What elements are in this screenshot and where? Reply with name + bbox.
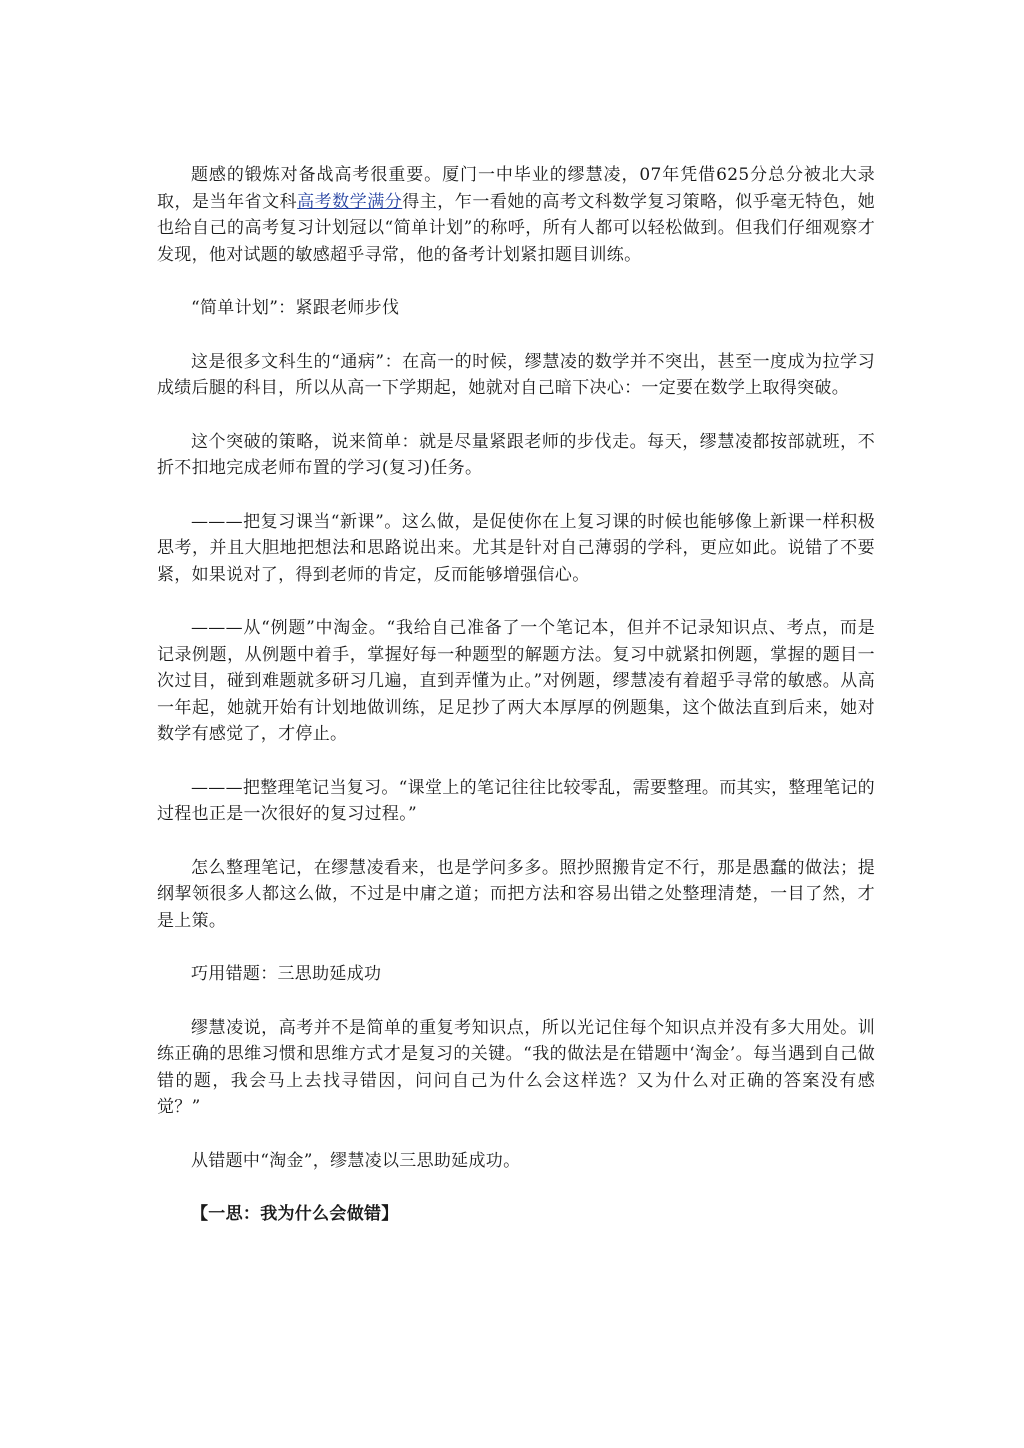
- section-heading-mistakes: 巧用错题：三思助延成功: [191, 964, 382, 984]
- paragraph-organize-notes: 怎么整理笔记，在缪慧凌看来，也是学问多多。照抄照搬肯定不行，那是愚蠢的做法；提纲挈领很多人都这么做，不过是中庸之道；而把方法和容易出错之处整理清楚，一目了然，才是上策。: [157, 857, 875, 931]
- paragraph-intro-text-a: 题感的锻炼对备战高考很重要。厦门一中毕业的缪慧凌，07年凭借625分总分被北大录取，是当年省文科: [157, 165, 875, 212]
- paragraph-strategy: 这个突破的策略，说来简单：就是尽量紧跟老师的步伐走。每天，缪慧凌都按部就班，不折不扣地完成老师布置的学习(复习)任务。: [157, 431, 875, 478]
- section-heading-simple-plan: “简单计划”：紧跟老师步伐: [191, 298, 400, 318]
- paragraph-intro-text-b: 得主，乍一看她的高考文科数学复习策略，似乎毫无特色，她也给自己的高考复习计划冠以“简单计划”的称呼，所有人都可以轻松做到。但我们仔细观察才发现，他对试题的敏感超乎寻常，他的备考计划紧扣题目训练。: [157, 191, 875, 265]
- document-page: [157, 162, 875, 1228]
- paragraph-review-as-new-class: ———把复习课当“新课”。这么做，是促使你在上复习课的时候也能够像上新课一样积极思考，并且大胆地把想法和思路说出来。尤其是针对自己薄弱的学科，更应如此。说错了不要紧，如果说对了，得到老师的肯定，反而能够增强信心。: [157, 511, 875, 585]
- link-gaokao-math-full-score[interactable]: 高考数学满分: [297, 191, 403, 212]
- subheading-first-thought: 【一思：我为什么会做错】: [191, 1204, 399, 1224]
- paragraph-examples: ———从“例题”中淘金。“我给自己准备了一个笔记本，但并不记录知识点、考点，而是记录例题，从例题中着手，掌握好每一种题型的解题方法。复习中就紧扣例题，掌握的题目一次过目，碰到难题就多研习几遍，直到弄懂为止。”对例题，缪慧凌有着超乎寻常的敏感。从高一年起，她就开始有计划地做训练，足足抄了两大本厚厚的例题集，这个做法直到后来，她对数学有感觉了，才停止。: [157, 618, 875, 744]
- paragraph-intro: [157, 162, 875, 268]
- paragraph-three-thoughts: 从错题中“淘金”，缪慧凌以三思助延成功。: [191, 1150, 521, 1171]
- paragraph-mistakes: 缪慧凌说，高考并不是简单的重复考知识点，所以光记住每个知识点并没有多大用处。训练正确的思维习惯和思维方式才是复习的关键。“我的做法是在错题中‘淘金’。每当遇到自己做错的题，我会马上去找寻错因，问问自己为什么会这样选？又为什么对正确的答案没有感觉？”: [157, 1017, 875, 1117]
- paragraph-common-problem: 这是很多文科生的“通病”：在高一的时候，缪慧凌的数学并不突出，甚至一度成为拉学习成绩后腿的科目，所以从高一下学期起，她就对自己暗下决心：一定要在数学上取得突破。: [157, 351, 875, 398]
- paragraph-notes-as-review: ———把整理笔记当复习。“课堂上的笔记往往比较零乱，需要整理。而其实，整理笔记的过程也正是一次很好的复习过程。”: [157, 777, 875, 824]
